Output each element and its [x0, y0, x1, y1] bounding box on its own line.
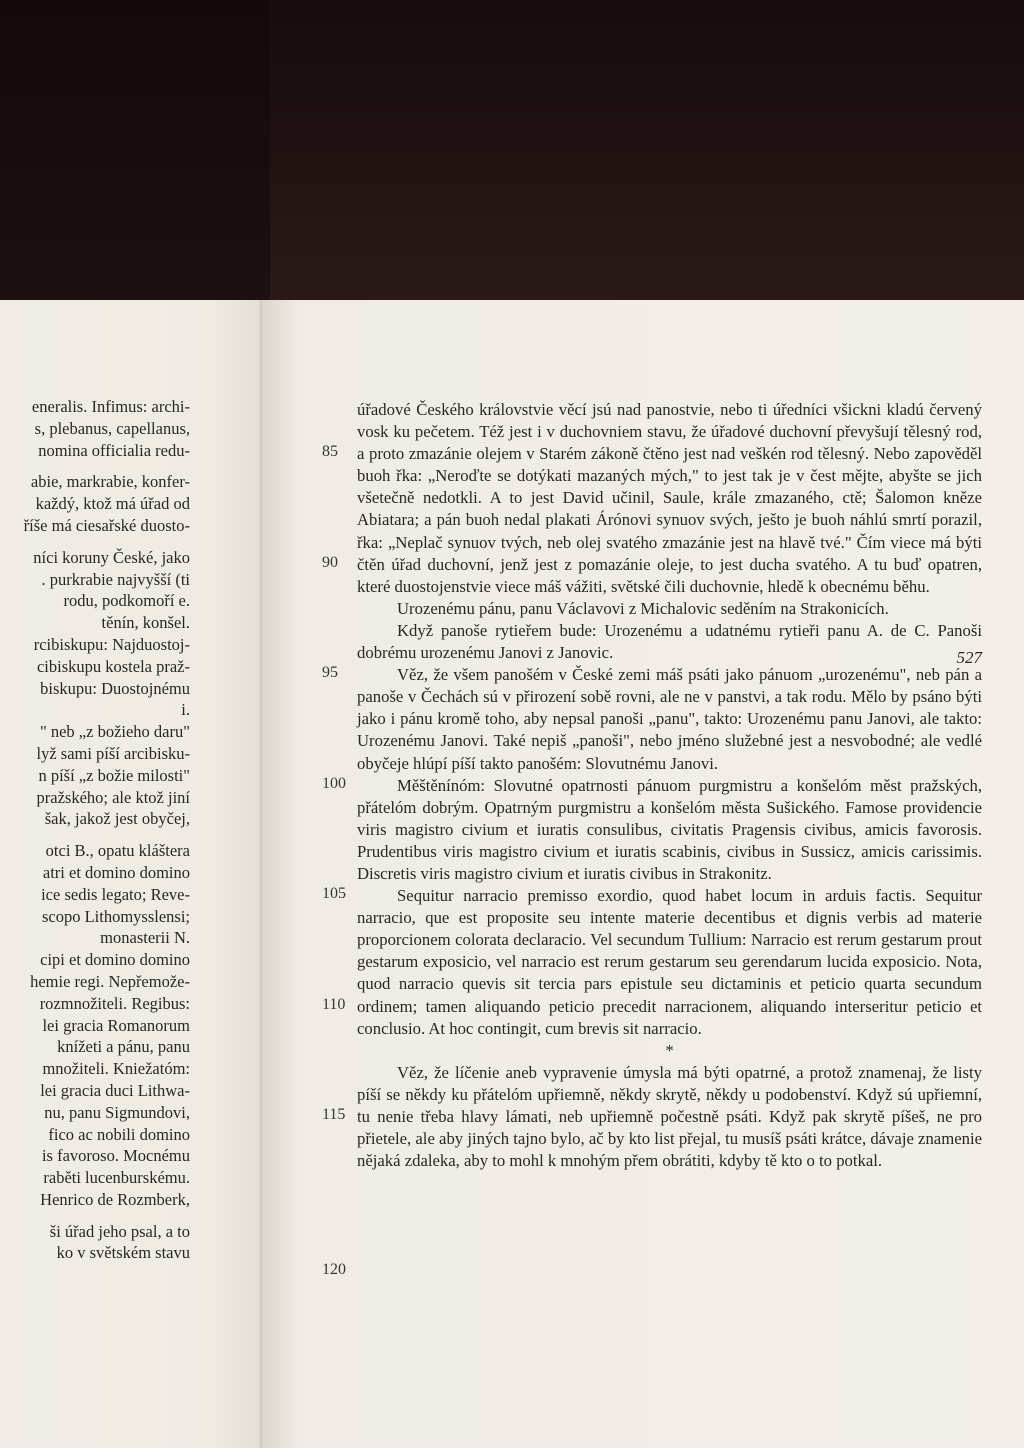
left-page-line: rodu, podkomoří e.: [63, 591, 190, 611]
paragraph: Když panoše rytieřem bude: Urozenému a udatnému rytieři panu A. de C. Panoši dobrému urozenému Janovi z Janovic.: [357, 620, 982, 663]
left-page-line: těnín, konšel.: [101, 613, 190, 633]
left-page-line: monasterii N.: [100, 928, 190, 948]
left-page-line: lei gracia duci Lithwa-: [40, 1080, 190, 1100]
left-page: [0, 300, 268, 1448]
left-page-line: n píší „z božie milosti": [38, 765, 190, 785]
left-page-gap: [0, 461, 190, 471]
line-number: 90: [322, 553, 338, 571]
paragraph: Měštěnínóm: Slovutné opatrnosti pánuom purgmistru a konšelóm měst pražských, přátelóm dobrým. Opatrným purgmistru a konšelóm města Sušického. Famose providencie viris magistro civium et iuratis consulibus, civitatis Pragensis civibus, amicis favorosis. Prudentibus viris magistro civium et iuratis scabinis, civibus in Sussicz, amicis carissimis. Discretis viris magistro civium et iuratis civibus in Strakonitz.: [357, 775, 982, 883]
left-page-line: " neb „z božieho daru": [40, 722, 190, 742]
left-page-line: pražského; ale ktož jiní: [36, 787, 190, 807]
main-text: [357, 399, 982, 1172]
left-page-line: cipi et domino domino: [40, 950, 190, 970]
left-page-text: [0, 396, 190, 1264]
left-page-line: níci koruny České, jako: [33, 547, 190, 567]
paragraph: úřadové Českého královstvie věcí jsú nad panostvie, nebo ti úředníci všickni kladú červený vosk ku pečetem. Též jest i v duchovniem stavu, že úřadové duchovní převyšují tělesný rod, a proto zmazánie olejem v Starém zákoně čtěno jest nad veškén rod tělesný. Nebo zapověděl buoh řka: „Neroďte se dotýkati mazaných mých," to jest tak je v čest mějte, abyšte se jich všetečně nedotkli. A to jest David učinil, Saule, krále zmazaného, ctě; Šalomon kněze Abiatara; a pán buoh nedal plakati Árónovi synuov svých, ješto je buoh náhlú smrtí porazil, řka: „Neplač synuov tvých, neb olej svatého zmazánie jest na hlavě tvé." Čím viece má býti čtěn úřad duchovní, jenž jest z pomazánie oleje, to jest ducha svatého. A tu buď opatren, které duostojenstvie viece máš vážiti, světské čili duchovnie, hledě k obecnému běhu.: [357, 400, 982, 596]
left-page-line: ši úřad jeho psal, a to: [49, 1221, 190, 1241]
line-number: 115: [322, 1106, 346, 1123]
left-page-line: . purkrabie najvyšší (ti: [41, 569, 190, 589]
left-page-line: otci B., opatu kláštera: [45, 841, 190, 861]
paragraph: Věz, že všem panošém v České zemi máš psáti jako pánuom „urozenému", neb pán a panoše v Čechách sú v přirození sobě rovni, ale ne v panstvi, a tak rodu. Mělo by psáno býti jako i pánu kromě toho, aby nepsal panoši „panu", takto: Urozenému panu Janovi, ale takto: Urozenému Janovi. Také nepiš „panoši", nebo jméno služebné jest a nesvobodné; ale vedlé obyčeje hlúpí píší takto panošém: Slovutnému Janovi.: [357, 665, 982, 773]
left-page-line: rozmnožiteli. Regibus:: [39, 993, 190, 1013]
left-page-line: ko v světském stavu: [56, 1243, 190, 1263]
left-page-line: eneralis. Infimus: archi-: [31, 397, 190, 416]
line-number: 95: [322, 664, 338, 681]
line-number: 110: [322, 995, 346, 1013]
left-page-line: říše má ciesařské duosto-: [23, 515, 190, 535]
left-page-line: ice sedis legato; Reve-: [41, 884, 190, 904]
left-page-line: nomina officialia redu-: [38, 440, 190, 460]
left-page-line: fico ac nobili domino: [48, 1124, 190, 1144]
left-page-line: každý, ktož má úřad od: [35, 494, 190, 514]
left-page-line: scopo Lithomysslensi;: [41, 906, 190, 926]
dark-background-left: [0, 0, 270, 330]
left-page-line: šak, jakož jest obyčej,: [44, 809, 190, 829]
left-page-line: Henrico de Rozmberk,: [40, 1189, 190, 1209]
paragraph: Věz, že líčenie aneb vypravenie úmysla má býti opatrné, a protož znamenaj, že listy píší se někdy ku přátelóm upřiemně, někdy skrytě, někdy u podobenství. Když sú upřiemní, tu nenie třeba hlavy lámati, neb upřiemně počestně psáti. Když pak skrytě píšeš, ne pro přietele, ale aby jiných tajno bylo, ač by kto list přejal, tu musíš psáti krátce, dávaje znamenie nějaká zdaleka, aby to mohl k mnohým přem obrátiti, kdyby tě kto o to potkal.: [357, 1062, 982, 1171]
page-number: 527: [956, 648, 982, 667]
left-page-gap: [0, 1211, 190, 1221]
left-page-line: i.: [181, 700, 190, 720]
left-page-line: knížeti a pánu, panu: [57, 1037, 190, 1057]
left-page-line: biskupu: Duostojnému: [40, 678, 190, 698]
left-page-line: množiteli. Kniežatóm:: [42, 1059, 190, 1079]
right-page: [262, 300, 1024, 1448]
left-page-line: nu, panu Sigmundovi,: [44, 1102, 190, 1122]
left-page-line: lyž sami píší arcibisku-: [36, 743, 190, 763]
left-page-line: lei gracia Romanorum: [42, 1015, 190, 1035]
line-number: 120: [322, 1260, 346, 1278]
left-page-line: abie, markrabie, konfer-: [30, 472, 190, 492]
paragraph: Urozenému pánu, panu Václavovi z Michalovic seděním na Strakonicích.: [397, 598, 889, 618]
paragraph: Sequitur narracio premisso exordio, quod habet locum in arduis factis. Sequitur narracio, que est proposite seu intente materie decentibus et dignis verbis ad materie proporcionem colorata declaracio. Vel secundum Tullium: Narracio est rerum gestarum prout gestarum exposicio, vel narracio est rerum gestarum seu gerendarum lucida exposicio. Nota, quod narracio quevis sit tercia pars epistule seu dictaminis et peticio quarta secundum ordinem; tamen aliquando peticio precedit narracionem, aliquando interseritur peticio et conclusio. At hoc contingit, cum brevis sit narracio.: [357, 886, 982, 1038]
line-number: 105: [322, 885, 346, 902]
left-page-gap: [0, 830, 190, 840]
line-number: 85: [322, 443, 338, 460]
left-page-line: raběti lucenburskému.: [43, 1168, 190, 1188]
left-page-line: hemie regi. Nepřemože-: [30, 971, 190, 991]
left-page-line: cibiskupu kostela praž-: [36, 656, 190, 676]
section-separator: *: [665, 1040, 674, 1060]
left-page-line: is favoroso. Mocnému: [41, 1146, 190, 1166]
left-page-gap: [0, 537, 190, 547]
left-page-line: rcibiskupu: Najduostoj-: [33, 634, 190, 654]
line-number: 100: [322, 774, 346, 792]
left-page-line: atri et domino domino: [42, 862, 190, 882]
left-page-line: s, plebanus, capellanus,: [34, 418, 190, 438]
